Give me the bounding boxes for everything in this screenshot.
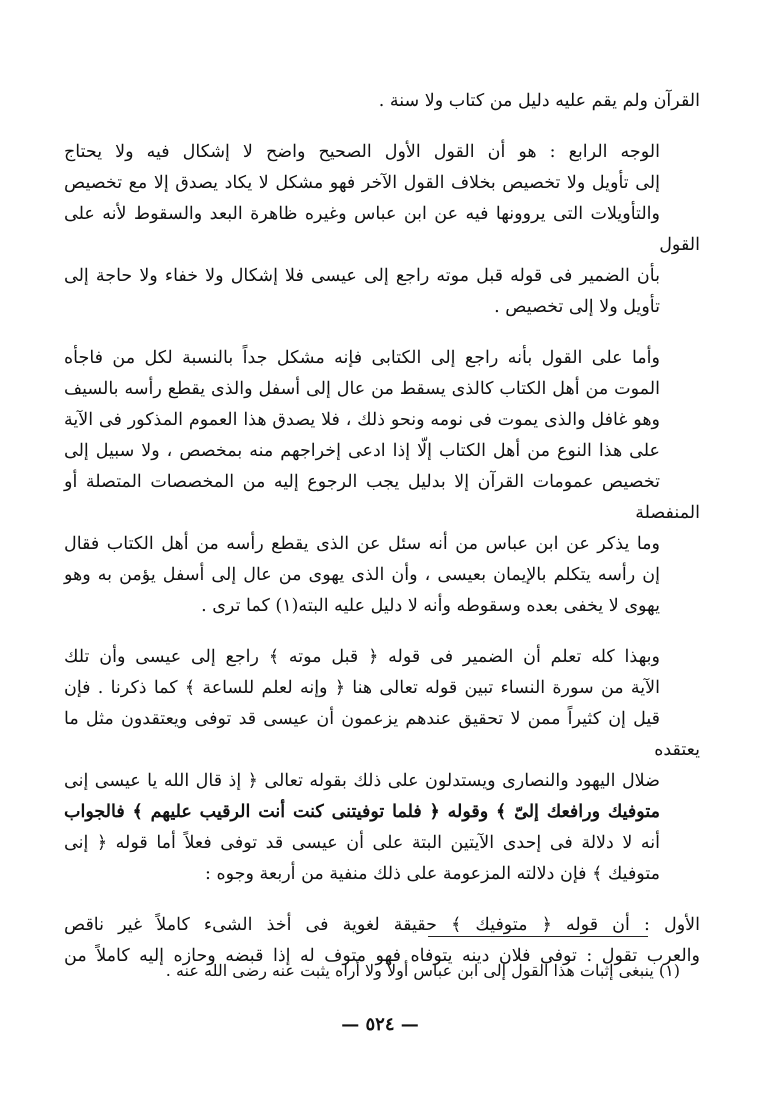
text-line: الموت من أهل الكتاب كالذى يسقط من عال إلى أسفل والذى يقطع رأسه بالسيف [64, 379, 660, 399]
text-line: الأول : أن قوله ﴿ متوفيك ﴾ حقيقة لغوية فى أخذ الشىء كاملاً غير ناقص [64, 915, 700, 935]
text-line: الآية من سورة النساء تبين قوله تعالى هنا ﴿ وإنه لعلم للساعة ﴾ كما ذكرنا . فإن [64, 678, 660, 698]
text-line: والعرب تقول : توفى فلان دينه يتوفاه فهو متوف له إذا قبضه وحازه إليه كاملاً من [64, 946, 700, 966]
footnote-separator [428, 936, 648, 937]
text-line: ضلال اليهود والنصارى ويستدلون على ذلك بقوله تعالى ﴿ إذ قال الله يا عيسى إنى [64, 771, 660, 791]
text-line: تخصيص عمومات القرآن إلا بدليل يجب الرجوع إليه من المخصصات المتصلة أو المنفصلة [64, 472, 700, 523]
text-line: أنه لا دلالة فى إحدى الآيتين البتة على أن عيسى قد توفى فعلاً أما قوله ﴿ إنى [64, 833, 660, 853]
text-line: وما يذكر عن ابن عباس من أنه سئل عن الذى يقطع رأسه من أهل الكتاب فقال [64, 534, 660, 554]
text-line: يهوى لا يخفى بعده وسقوطه وأنه لا دليل عليه البته(١) كما ترى . [201, 596, 660, 616]
paragraph-1 [64, 86, 700, 117]
text-line: قيل إن كثيراً ممن لا تحقيق عندهم يزعمون أن عيسى قد توفى ويعتقدون مثل ما يعتقده [64, 709, 700, 760]
body-text [64, 86, 700, 992]
page-number: — ٥٢٤ — [341, 1014, 419, 1035]
text-line: متوفيك ورافعك إلىّ ﴾ وقوله ﴿ فلما توفيتنى كنت أنت الرقيب عليهم ﴾ فالجواب [64, 802, 660, 822]
paragraph-2 [64, 137, 700, 323]
paragraph-3 [64, 343, 700, 622]
text-line: إن رأسه يتكلم بالإيمان بعيسى ، وأن الذى يهوى من عال إلى أسفل يؤمن به وهو [64, 565, 660, 585]
paragraph-4 [64, 642, 700, 890]
text-line: وبهذا كله تعلم أن الضمير فى قوله ﴿ قبل موته ﴾ راجع إلى عيسى وأن تلك [64, 647, 660, 667]
text-line: والتأويلات التى يروونها فيه عن ابن عباس وغيره ظاهرة البعد والسقوط لأنه على القول [64, 204, 700, 255]
text-line: متوفيك ﴾ فإن دلالته المزعومة على ذلك منفية من أربعة وجوه : [205, 864, 660, 884]
text-line: بأن الضمير فى قوله قبل موته راجع إلى عيسى فلا إشكال ولا خفاء ولا حاجة إلى [64, 266, 660, 286]
text-line: وهو غافل والذى يموت فى نومه ونحو ذلك ، فلا يصدق هذا العموم المذكور فى الآية [64, 410, 660, 430]
text-line: على هذا النوع من أهل الكتاب إلّا إذا ادعى إخراجهم منه بمخصص ، ولا سبيل إلى [64, 441, 660, 461]
text-line: الوجه الرابع : هو أن القول الأول الصحيح واضح لا إشكال فيه ولا يحتاج [64, 142, 660, 162]
text-line: تأويل ولا إلى تخصيص . [494, 297, 660, 317]
text-line: إلى تأويل ولا تخصيص بخلاف القول الآخر فهو مشكل لا يكاد يصدق إلا مع تخصيص [64, 173, 660, 193]
footnote: (١) ينبغى إثبات هذا القول إلى ابن عباس أولاً ولا أراه يثبت عنه رضى الله عنه . [165, 961, 680, 980]
text-line: وأما على القول بأنه راجع إلى الكتابى فإنه مشكل جداً بالنسبة لكل من فاجأه [64, 348, 660, 368]
text-line: القرآن ولم يقم عليه دليل من كتاب ولا سنة . [378, 91, 700, 111]
